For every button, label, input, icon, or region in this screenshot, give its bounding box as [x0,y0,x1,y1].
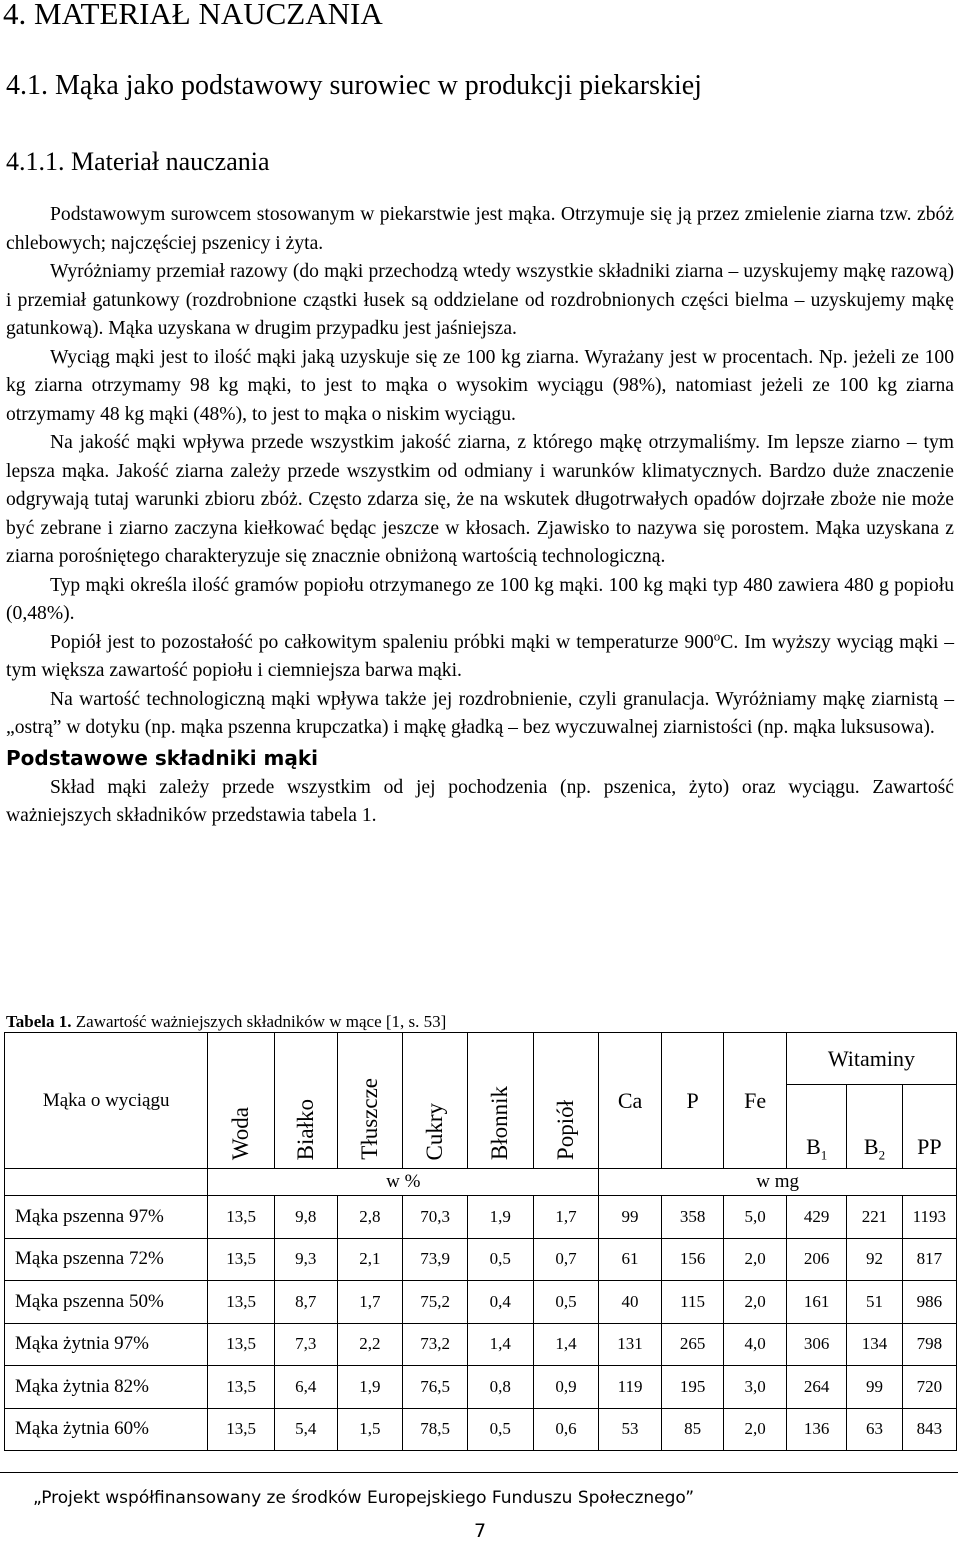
value-cell: 78,5 [403,1408,468,1451]
col-header-cell [599,1033,662,1169]
col-header-cell [208,1033,275,1169]
value-cell: 798 [902,1323,956,1366]
value-cell: 1,9 [337,1366,403,1409]
unit-percent-label: w % [386,1171,421,1192]
subheading-ingredients: Podstawowe składniki mąki [6,745,319,770]
value-cell: 8,7 [275,1281,338,1324]
vitamin-label: PP [917,1134,942,1159]
paragraph: Na wartość technologiczną mąki wpływa także jej rozdrobnienie, czyli granulacja. Wyróżniamy mąkę ziarnistą – „ostrą” w dotyku (np. mąka pszenna krupczatka) i mąkę gładką – bez wyczuwalnej ziarnistości (np. mąka luksusowa). [6,688,954,738]
value-cell: 2,0 [724,1238,787,1281]
table-row [5,1323,957,1366]
body-text [6,201,954,831]
paragraph: Podstawowym surowcem stosowanym w piekarstwie jest mąka. Otrzymuje się ją przez zmielenie ziarna tzw. zbóż chlebowych; najczęściej pszenicy i żyta. [6,204,954,254]
value-cell: 0,9 [533,1366,599,1409]
page-number: 7 [473,1520,487,1542]
value-cell: 1,7 [337,1281,403,1324]
subsection-heading: 4.1.1. Materiał nauczania [6,147,270,176]
row-header-cell [5,1033,208,1169]
value-cell: 1,4 [467,1323,533,1366]
vitamin-header-cell [902,1085,956,1169]
col-header-label: Tłuszcze [356,1078,382,1160]
value-cell: 0,5 [467,1238,533,1281]
unit-mg-label: w mg [756,1171,800,1192]
value-cell: 92 [847,1238,902,1281]
footer-text: „Projekt współfinansowany ze środków Europejskiego Funduszu Społecznego” [33,1488,695,1508]
col-header-cell [661,1033,724,1169]
col-header-label: Cukry [422,1102,448,1160]
value-cell: 843 [902,1408,956,1451]
value-cell: 99 [847,1366,902,1409]
value-cell: 817 [902,1238,956,1281]
paragraph: Wyciąg mąki jest to ilość mąki jaką uzyskuje się ze 100 kg ziarna. Wyrażany jest w procentach. Np. jeżeli ze 100 kg ziarna otrzymamy 98 kg mąki, to jest to mąka o wysokim wyciągu (98%), natomiast jeżeli ze 100 kg ziarna otrzymamy 48 kg mąki (48%), to jest to mąka o niskim wyciągu. [6,346,954,425]
col-header-label: Ca [617,1087,643,1113]
vitamins-header-cell [786,1033,956,1085]
value-cell: 119 [599,1366,662,1409]
col-header-cell [467,1033,533,1169]
value-cell: 6,4 [275,1366,338,1409]
value-cell: 221 [847,1196,902,1239]
value-cell: 720 [902,1366,956,1409]
value-cell: 53 [599,1408,662,1451]
flour-name-cell: Mąka żytnia 97% [5,1323,208,1366]
col-header-label: Fe [744,1087,767,1113]
value-cell: 2,0 [724,1408,787,1451]
value-cell: 13,5 [208,1366,275,1409]
value-cell: 206 [786,1238,846,1281]
unit-percent-cell [208,1169,599,1196]
col-header-label: Popiół [552,1099,578,1160]
unit-mg-cell [599,1169,957,1196]
value-cell: 40 [599,1281,662,1324]
value-cell: 2,1 [337,1238,403,1281]
value-cell: 1193 [902,1196,956,1239]
vitamin-label: B [806,1134,821,1159]
value-cell: 0,5 [533,1281,599,1324]
vitamin-label: B [863,1134,879,1159]
value-cell: 5,0 [724,1196,787,1239]
value-cell: 13,5 [208,1408,275,1451]
value-cell: 2,0 [724,1281,787,1324]
value-cell: 0,8 [467,1366,533,1409]
table-row [5,1366,957,1409]
value-cell: 13,5 [208,1323,275,1366]
paragraph: Wyróżniamy przemiał razowy (do mąki przechodzą wtedy wszystkie składniki ziarna – uzyskujemy mąkę razową) i przemiał gatunkowy (rozdrobnione cząstki łusek są oddzielane od rozdrobnionych części bielma – uzyskujemy mąkę gatunkową). Mąka uzyskana w drugim przypadku jest jaśniejsza. [6,261,954,339]
value-cell: 61 [599,1238,662,1281]
value-cell: 75,2 [403,1281,468,1324]
value-cell: 136 [786,1408,846,1451]
value-cell: 115 [661,1281,724,1324]
paragraph [6,629,954,686]
col-header-cell [275,1033,338,1169]
footer-rule [0,1472,958,1473]
value-cell: 13,5 [208,1281,275,1324]
value-cell: 0,5 [467,1408,533,1451]
value-cell: 70,3 [403,1196,468,1239]
value-cell: 156 [661,1238,724,1281]
value-cell: 9,3 [275,1238,338,1281]
flour-name-cell: Mąka żytnia 82% [5,1366,208,1409]
flour-name-cell: Mąka pszenna 72% [5,1238,208,1281]
value-cell: 13,5 [208,1238,275,1281]
value-cell: 13,5 [208,1196,275,1239]
degree-superscript: o [713,627,721,643]
value-cell: 195 [661,1366,724,1409]
value-cell: 0,4 [467,1281,533,1324]
vitamin-subscript: 2 [878,1147,886,1163]
value-cell: 306 [786,1323,846,1366]
paragraph: Na jakość mąki wpływa przede wszystkim jakość ziarna, z którego mąkę otrzymaliśmy. Im lepsze ziarno – tym lepsza mąka. Jakość ziarna zależy przede wszystkim od odmiany i warunków klimatycznych. Bardzo duże znaczenie odgrywają tutaj warunki zbioru zbóż. Często zdarza się, że na wskutek długotrwałych opadów dojrzałe zboże nie może być zebrane i ziarno zaczyna kiełkować będąc jeszcze w kłosach. Zjawisko to nazywa się porostem. Mąka uzyskana z ziarna porośniętego charakteryzuje się znacznie obniżoną wartością technologiczną. [6,432,954,567]
row-header-label: Mąka o wyciągu [42,1089,170,1111]
table-caption-text: Zawartość ważniejszych składników w mące [1, s. 53] [71,1012,447,1031]
value-cell: 161 [786,1281,846,1324]
flour-name-cell: Mąka pszenna 50% [5,1281,208,1324]
value-cell: 2,8 [337,1196,403,1239]
value-cell: 51 [847,1281,902,1324]
col-header-cell [724,1033,787,1169]
table-caption-label: Tabela 1. [6,1012,72,1031]
value-cell: 1,4 [533,1323,599,1366]
table-body [5,1196,957,1451]
table-row [5,1281,957,1324]
table-row [5,1196,957,1239]
chapter-heading: 4. MATERIAŁ NAUCZANIA [3,0,383,31]
vitamin-subscript: 1 [820,1147,828,1163]
table-caption [6,1011,446,1033]
value-cell: 5,4 [275,1408,338,1451]
table-row [5,1238,957,1281]
value-cell: 76,5 [403,1366,468,1409]
value-cell: 7,3 [275,1323,338,1366]
value-cell: 0,7 [533,1238,599,1281]
paragraph-part: C. Im wyższy wyciąg mąki – tym większa zawartość popiołu i ciemniejsza barwa mąki. [6,631,954,681]
value-cell: 9,8 [275,1196,338,1239]
value-cell: 1,7 [533,1196,599,1239]
value-cell: 63 [847,1408,902,1451]
value-cell: 99 [599,1196,662,1239]
table-row [5,1408,957,1451]
blank-cell [5,1169,208,1196]
value-cell: 265 [661,1323,724,1366]
value-cell: 1,5 [337,1408,403,1451]
col-header-label: Woda [228,1106,254,1160]
value-cell: 0,6 [533,1408,599,1451]
value-cell: 358 [661,1196,724,1239]
value-cell: 429 [786,1196,846,1239]
value-cell: 134 [847,1323,902,1366]
value-cell: 85 [661,1408,724,1451]
flour-name-cell: Mąka pszenna 97% [5,1196,208,1239]
col-header-cell [403,1033,468,1169]
value-cell: 986 [902,1281,956,1324]
composition-table [4,1032,957,1451]
col-header-label: Białko [292,1098,318,1160]
col-header-label: Błonnik [487,1085,513,1160]
paragraph: Skład mąki zależy przede wszystkim od jej pochodzenia (np. pszenica, żyto) oraz wyciągu. Zawartość ważniejszych składników przedstawia tabela 1. [6,776,954,826]
value-cell: 264 [786,1366,846,1409]
value-cell: 73,2 [403,1323,468,1366]
value-cell: 4,0 [724,1323,787,1366]
paragraph: Typ mąki określa ilość gramów popiołu otrzymanego ze 100 kg mąki. 100 kg mąki typ 480 zawiera 480 g popiołu (0,48%). [6,574,954,624]
vitamin-header-cell [847,1085,902,1169]
section-heading: 4.1. Mąka jako podstawowy surowiec w produkcji piekarskiej [6,70,702,101]
value-cell: 3,0 [724,1366,787,1409]
value-cell: 1,9 [467,1196,533,1239]
col-header-label: P [686,1087,699,1113]
paragraph-part: Popiół jest to pozostałość po całkowitym spaleniu próbki mąki w temperaturze 900 [50,631,714,653]
vitamin-header-cell [786,1085,846,1169]
col-header-cell [337,1033,403,1169]
vitamins-header-label: Witaminy [827,1045,916,1071]
value-cell: 73,9 [403,1238,468,1281]
value-cell: 2,2 [337,1323,403,1366]
col-header-cell [533,1033,599,1169]
value-cell: 131 [599,1323,662,1366]
flour-name-cell: Mąka żytnia 60% [5,1408,208,1451]
